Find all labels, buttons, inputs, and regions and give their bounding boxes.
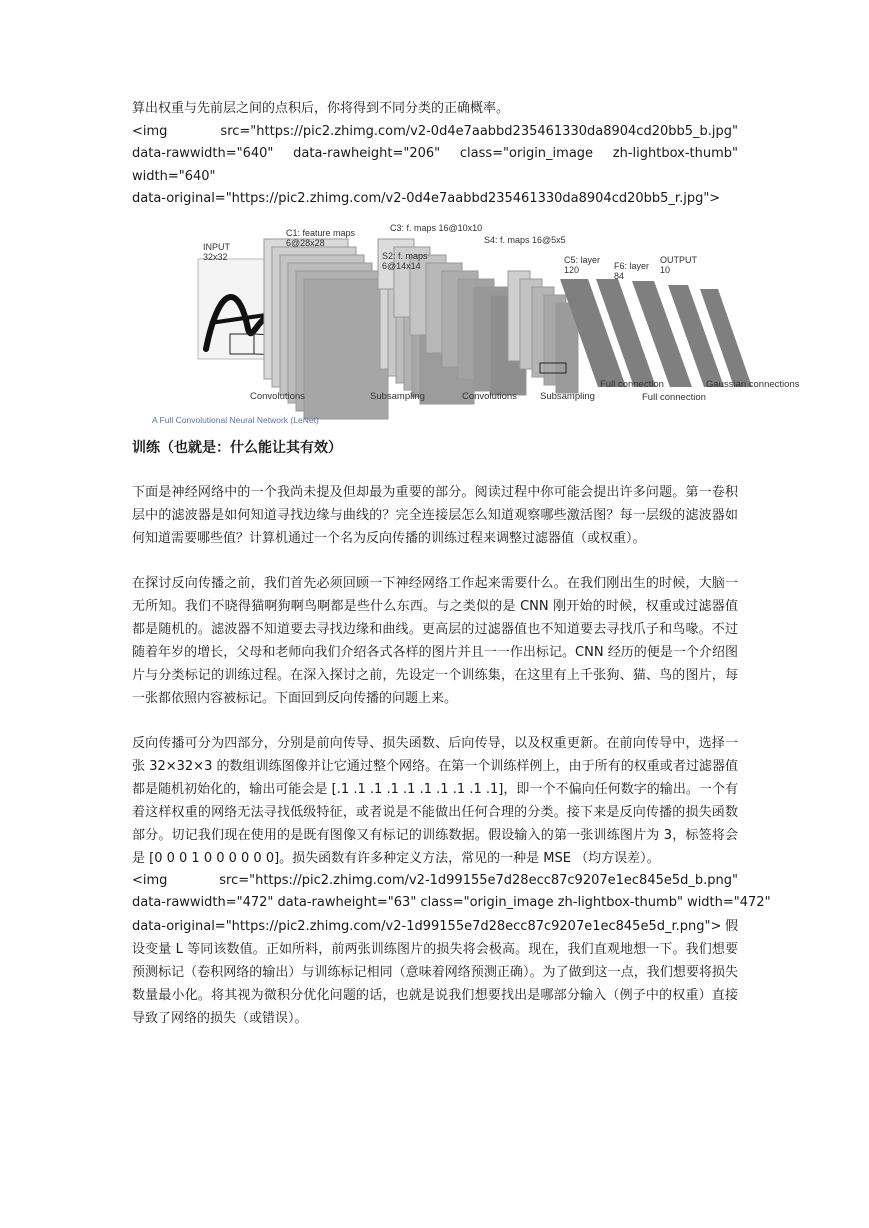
paragraph-gap [132,710,738,732]
img2-src: src="https://pic2.zhimg.com/v2-1d99155e7d28ecc87c9207e1ec845e5d_b.png" [219,872,738,888]
section-heading: 训练（也就是：什么能让其有效） [132,439,342,456]
img1-tag-open: <img [132,123,168,139]
label-gaussian-connections: Gaussian connections [706,378,800,390]
s4-label: S4: f. maps 16@5x5 [484,234,566,245]
img1-src: src="https://pic2.zhimg.com/v2-0d4e7aabbd235461330da8904cd20bb5_b.jpg" [220,123,738,139]
lenet-figure [148,219,808,429]
f6-label: F6: layer [614,260,650,271]
s2-size-label: 6@14x14 [382,260,421,271]
output-size-label: 10 [660,264,671,275]
label-subsampling-1: Subsampling [370,390,425,402]
img1-tag-line-1 [132,121,738,144]
s2-label: S2: f. maps [382,250,428,261]
f6-size-label: 84 [614,270,625,281]
paragraph-2: 在探讨反向传播之前，我们首先必须回顾一下神经网络工作起来需要什么。在我们刚出生的时候，大脑一无所知。我们不晓得猫啊狗啊鸟啊都是些什么东西。与之类似的是 CNN 刚开始的时候，权重或过滤器值都是随机的。滤波器不知道要去寻找边缘和曲线。更高层的过滤器值也不知道要去寻找爪子和鸟喙。不过随着年岁的增长，父母和老师向我们介绍各式各样的图片并且一一作出标记。CNN 经历的便是一个介绍图片与分类标记的训练过程。在深入探讨之前，先设定一个训练集，在这里有上千张狗、猫、鸟的图片，每一张都依照内容被标记。下面回到反向传播的问题上来。 [132,575,738,706]
input-size-label: 32x32 [203,251,228,262]
label-convolutions-1: Convolutions [250,390,305,402]
img1-class-b: zh-lightbox-thumb" [612,146,738,161]
intro-line: 算出权重与先前层之间的点积后，你将得到不同分类的正确概率。 [132,101,510,116]
label-full-connection-1: Full connection [600,378,664,390]
label-full-connection-2: Full connection [642,391,706,403]
document-body [132,98,800,1030]
input-label: INPUT [203,241,230,252]
img1-width: width="640" [132,168,216,184]
lenet-diagram [148,219,808,429]
c1-size-label: 6@28x28 [286,237,325,248]
c3-label: C3: f. maps 16@10x10 [390,222,483,233]
paragraph-gap [132,550,738,572]
paragraph-1: 下面是神经网络中的一个我尚未提及但却最为重要的部分。阅读过程中你可能会提出许多问题。第一卷积层中的滤波器是如何知道寻找边缘与曲线的？完全连接层怎么知道观察哪些激活图？每一层级的滤波器如何知道需要哪些值？计算机通过一个名为反向传播的训练过程来调整过滤器值（或权重）。 [132,484,738,546]
c5-size-label: 120 [564,264,580,275]
figure-caption: A Full Convolutional Neural Network (LeNet) [152,414,319,425]
label-convolutions-2: Convolutions [462,390,517,402]
img1-rawheight: data-rawheight="206" [293,146,441,161]
img1-class-a: class="origin_image [459,146,594,161]
img2-tag-line-1 [132,870,738,893]
img2-tag-open: <img [132,872,168,888]
paragraph-3: 反向传播可分为四部分，分别是前向传导、损失函数、后向传导，以及权重更新。在前向传导中，选择一张 32×32×3 的数组训练图像并让它通过整个网络。在第一个训练样例上，由于所有的权重或者过滤器值都是随机初始化的，输出可能会是 [.1 .1 .1 .1 .1 .1 .1 .1 .1 .1]，即一个不偏向任何数字的输出。一个有着这样权重的网络无法寻找低级特征，或者说是不能做出任何合理的分类。接下来是反向传播的损失函数部分。切记我们现在使用的是既有图像又有标记的训练数据。假设输入的第一张训练图片为 3，标签将会是 [0 0 0 1 0 0 0 0 0 0]。损失函数有许多种定义方法，常见的一种是 MSE （均方误差）。 [132,735,738,866]
img1-tag-line-2 [132,143,738,166]
fully-connected-bands [560,279,752,387]
output-label: OUTPUT [660,254,697,265]
img1-rawwidth: data-rawwidth="640" [132,146,274,161]
img2-data-original-and-paragraph: data-original="https://pic2.zhimg.com/v2-1d99155e7d28ecc87c9207e1ec845e5d_r.png">假设变量 L 等同该数值。正如所料，前两张训练图片的损失将会极高。现在，我们直观地想一下。我们想要预测标记（卷积网络的输出）与训练标记相同（意味着网络预测正确）。为了做到这一点，我们想要将损失数量最小化。将其视为微积分优化问题的话，也就是说我们想要找出是哪部分输入（例子中的权重）直接导致了网络的损失（或错误）。 [132,918,738,1026]
img2-attributes: data-rawwidth="472" data-rawheight="63" class="origin_image zh-lightbox-thumb" width="472" [132,895,771,910]
img1-data-original: data-original="https://pic2.zhimg.com/v2-0d4e7aabbd235461330da8904cd20bb5_r.jpg"> [132,191,721,206]
c1-label: C1: feature maps [286,227,356,238]
c5-label: C5: layer [564,254,601,265]
label-subsampling-2: Subsampling [540,390,595,402]
